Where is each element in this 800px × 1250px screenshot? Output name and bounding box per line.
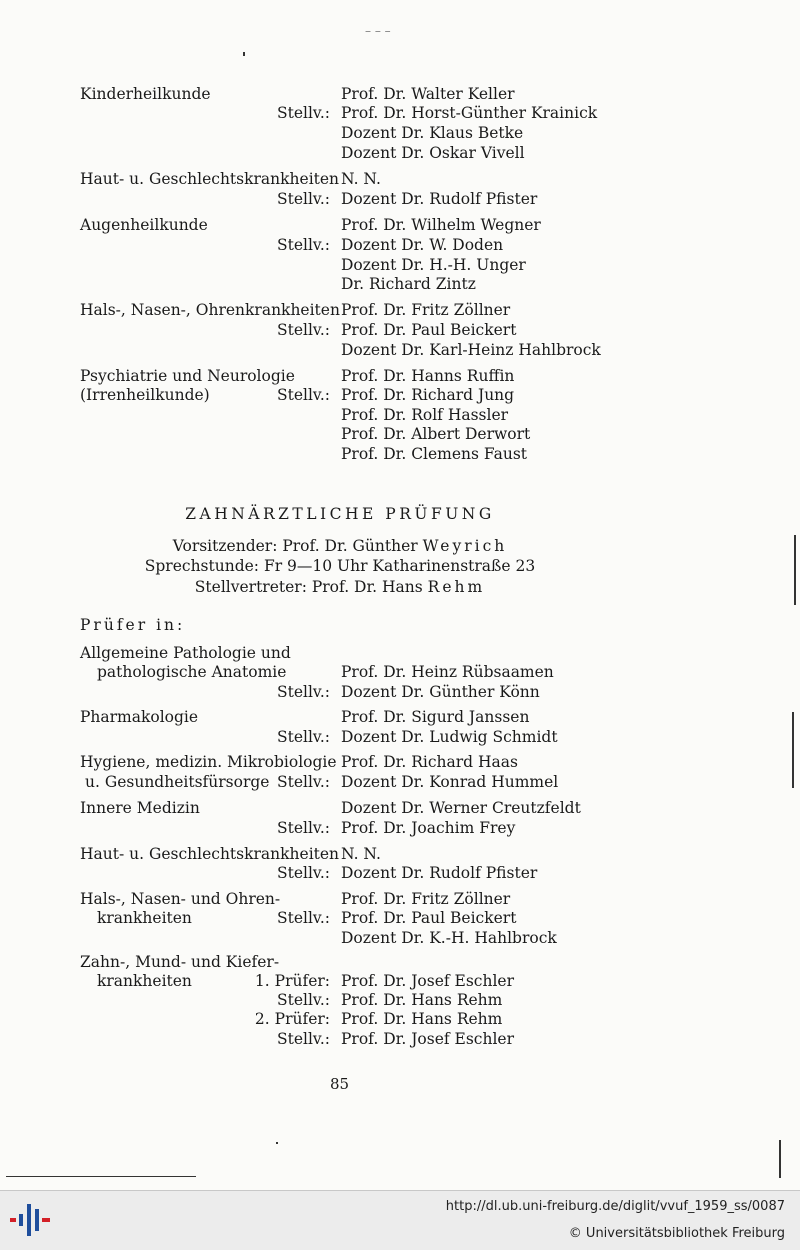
examiner-name: Dozent Dr. Karl-Heinz Hahlbrock xyxy=(341,341,601,359)
chair-label: Vorsitzender: Prof. Dr. Günther xyxy=(172,537,418,555)
field-pharmakologie: Pharmakologie xyxy=(80,708,199,726)
scan-rule-mark xyxy=(6,1176,196,1177)
field-allg-pathologie-2: pathologische Anatomie xyxy=(97,663,287,681)
deputy-label: Stellv.: xyxy=(276,386,330,404)
examiner-name: Dozent Dr. Rudolf Pfister xyxy=(341,190,538,208)
examiner-name: Prof. Dr. Joachim Frey xyxy=(341,819,516,837)
deputy-label: Stellv.: xyxy=(276,236,330,254)
examiner-name: Prof. Dr. Josef Eschler xyxy=(341,1030,515,1048)
viewer-footer xyxy=(0,1190,800,1250)
field-haut: Haut- u. Geschlechtskrankheiten xyxy=(80,170,340,188)
examiner-name: Prof. Dr. Rolf Hassler xyxy=(341,406,509,424)
examiner-name: Prof. Dr. Paul Beickert xyxy=(341,321,517,339)
field-hygiene: Hygiene, medizin. Mikrobiologie xyxy=(80,753,337,771)
examiner-name: Prof. Dr. Fritz Zöllner xyxy=(341,890,511,908)
examiner-name: Prof. Dr. Hanns Ruffin xyxy=(341,367,515,385)
deputy-label: Stellv.: xyxy=(276,819,330,837)
examiner-name: Prof. Dr. Horst-Günther Krainick xyxy=(341,104,598,122)
examiner-name: Prof. Dr. Richard Haas xyxy=(341,753,518,771)
examiners-label: Prüfer in: xyxy=(80,616,186,634)
examiner-role: 1. Prüfer: xyxy=(254,972,330,990)
deputy-label: Stellv.: xyxy=(276,909,330,927)
examiner-name: Prof. Dr. Paul Beickert xyxy=(341,909,517,927)
examiner-name: Prof. Dr. Richard Jung xyxy=(341,386,515,404)
examiner-name: Dozent Dr. Klaus Betke xyxy=(341,124,524,142)
examiner-name: Dozent Dr. W. Doden xyxy=(341,236,504,254)
field-zahn-2: krankheiten xyxy=(97,972,192,990)
field-innere-medizin: Innere Medizin xyxy=(80,799,200,817)
top-marks: – – – xyxy=(365,24,391,38)
scan-edge-mark xyxy=(792,712,794,788)
examiner-name: Dozent Dr. Oskar Vivell xyxy=(341,144,525,162)
office-hours: Sprechstunde: Fr 9—10 Uhr Katharinenstraße 23 xyxy=(144,557,536,575)
section-heading: ZAHNÄRZTLICHE PRÜFUNG xyxy=(185,505,495,523)
examiner-name: N. N. xyxy=(341,170,381,188)
examiner-name: Prof. Dr. Albert Derwort xyxy=(341,425,531,443)
examiner-name: Prof. Dr. Hans Rehm xyxy=(341,991,503,1009)
field-hals: Hals-, Nasen- und Ohren- xyxy=(80,890,281,908)
field-irrenheilkunde: (Irrenheilkunde) xyxy=(80,386,210,404)
deputy-label: Stellv.: xyxy=(276,190,330,208)
deputy-label: Stellv.: xyxy=(276,728,330,746)
chair-line xyxy=(0,537,680,556)
copyright-text: © Universitätsbibliothek Freiburg xyxy=(568,1226,785,1241)
examiner-name: Dozent Dr. K.-H. Hahlbrock xyxy=(341,929,557,947)
source-url-link[interactable]: http://dl.ub.uni-freiburg.de/diglit/vvuf_1959_ss/0087 xyxy=(445,1199,785,1214)
examiner-name: Prof. Dr. Hans Rehm xyxy=(341,1010,503,1028)
deputy-label: Stellvertreter: Prof. Dr. Hans xyxy=(194,578,423,596)
examiner-name: Dozent Dr. Günther Könn xyxy=(341,683,540,701)
field-haut: Haut- u. Geschlechtskrankheiten xyxy=(80,845,340,863)
field-hals-2: krankheiten xyxy=(97,909,192,927)
deputy-label: Stellv.: xyxy=(276,864,330,882)
deputy-label: Stellv.: xyxy=(276,321,330,339)
examiner-name: Dozent Dr. Ludwig Schmidt xyxy=(341,728,558,746)
examiner-name: Prof. Dr. Heinz Rübsaamen xyxy=(341,663,554,681)
examiner-name: Dozent Dr. Werner Creutzfeldt xyxy=(341,799,581,817)
examiner-name: Dr. Richard Zintz xyxy=(341,275,476,293)
field-hygiene-2: u. Gesundheitsfürsorge xyxy=(85,773,270,791)
field-allg-pathologie: Allgemeine Pathologie und xyxy=(80,644,291,662)
page-number: 85 xyxy=(330,1075,350,1093)
deputy-line xyxy=(0,578,680,597)
scan-dot-mark xyxy=(276,1142,278,1144)
examiner-name: Prof. Dr. Fritz Zöllner xyxy=(341,301,511,319)
examiner-name: Dozent Dr. Rudolf Pfister xyxy=(341,864,538,882)
examiner-name: Prof. Dr. Wilhelm Wegner xyxy=(341,216,541,234)
chair-name: Weyrich xyxy=(422,537,508,555)
examiner-name: N. N. xyxy=(341,845,381,863)
deputy-name: Rehm xyxy=(427,578,486,596)
deputy-label: Stellv.: xyxy=(276,1030,330,1048)
deputy-label: Stellv.: xyxy=(276,773,330,791)
examiner-name: Prof. Dr. Clemens Faust xyxy=(341,445,528,463)
examiner-name: Dozent Dr. H.-H. Unger xyxy=(341,256,526,274)
scan-dot-mark xyxy=(243,52,245,56)
field-psychiatrie: Psychiatrie und Neurologie xyxy=(80,367,295,385)
examiner-name: Prof. Dr. Walter Keller xyxy=(341,85,515,103)
examiner-name: Dozent Dr. Konrad Hummel xyxy=(341,773,559,791)
deputy-label: Stellv.: xyxy=(276,683,330,701)
ub-freiburg-logo-icon xyxy=(8,1202,52,1238)
field-augenheilkunde: Augenheilkunde xyxy=(80,216,208,234)
scan-edge-mark xyxy=(779,1140,781,1178)
field-hals: Hals-, Nasen-, Ohrenkrankheiten xyxy=(80,301,340,319)
deputy-label: Stellv.: xyxy=(276,991,330,1009)
examiner-name: Prof. Dr. Josef Eschler xyxy=(341,972,515,990)
field-zahn: Zahn-, Mund- und Kiefer- xyxy=(80,953,280,971)
examiner-name: Prof. Dr. Sigurd Janssen xyxy=(341,708,530,726)
field-kinderheilkunde: Kinderheilkunde xyxy=(80,85,211,103)
deputy-label: Stellv.: xyxy=(276,104,330,122)
scan-edge-mark xyxy=(794,535,796,605)
examiner-role: 2. Prüfer: xyxy=(254,1010,330,1028)
